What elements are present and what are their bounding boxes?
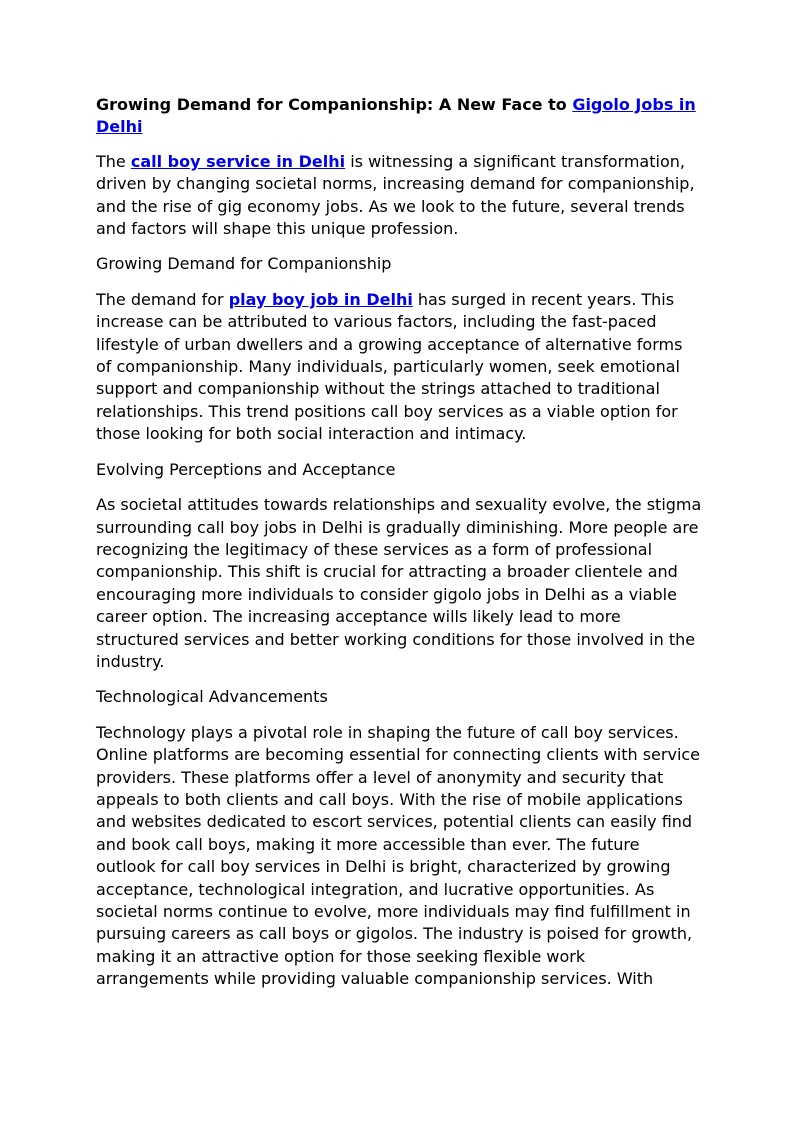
section-heading-demand: Growing Demand for Companionship [96,254,392,274]
demand-text-before: The demand for [96,289,229,309]
intro-text-after: is witnessing a significant transformation, driven by changing societal norms, increasing demand for companionship, and the rise of gig economy jobs. As we look to the future, several trends and factors will shape this unique profession. [96,151,695,239]
call-boy-service-link[interactable]: call boy service in Delhi [130,151,346,171]
document-title [96,94,702,139]
perceptions-paragraph: As societal attitudes towards relationships and sexuality evolve, the stigma surrounding call boy jobs in Delhi is gradually diminishing. More people are recognizing the legitimacy of these services as a form of professional companionship. This shift is crucial for attracting a broader clientele and encouraging more individuals to consider gigolo jobs in Delhi as a viable career option. The increasing acceptance wills likely lead to more structured services and better working conditions for those involved in the industry. [96,495,702,671]
demand-paragraph [96,289,702,446]
title-text: Growing Demand for Companionship: A New Face to [96,95,573,114]
document-page [96,94,702,1004]
section-heading-technology: Technological Advancements [96,687,328,707]
intro-paragraph [96,151,702,241]
gigolo-jobs-link[interactable]: Gigolo Jobs in Delhi [96,95,696,137]
technology-paragraph: Technology plays a pivotal role in shaping the future of call boy services. Online platforms are becoming essential for connecting clients with service providers. These platforms offer a level of anonymity and security that appeals to both clients and call boys. With the rise of mobile applications and websites dedicated to escort services, potential clients can easily find and book call boys, making it more accessible than ever. The future outlook for call boy services in Delhi is bright, characterized by growing acceptance, technological integration, and lucrative opportunities. As societal norms continue to evolve, more individuals may find fulfillment in pursuing careers as call boys or gigolos. The industry is poised for growth, making it an attractive option for those seeking flexible work arrangements while providing valuable companionship services. With [96,722,701,989]
section-heading-perceptions: Evolving Perceptions and Acceptance [96,459,396,479]
demand-text-after: has surged in recent years. This increase can be attributed to various factors, including the fast-paced lifestyle of urban dwellers and a growing acceptance of alternative forms of companionship. Many individuals, particularly women, seek emotional support and companionship without the strings attached to traditional relationships. This trend positions call boy services as a viable option for those looking for both social interaction and intimacy. [96,289,683,444]
intro-text-before: The [96,151,131,171]
play-boy-job-link[interactable]: play boy job in Delhi [228,289,413,309]
